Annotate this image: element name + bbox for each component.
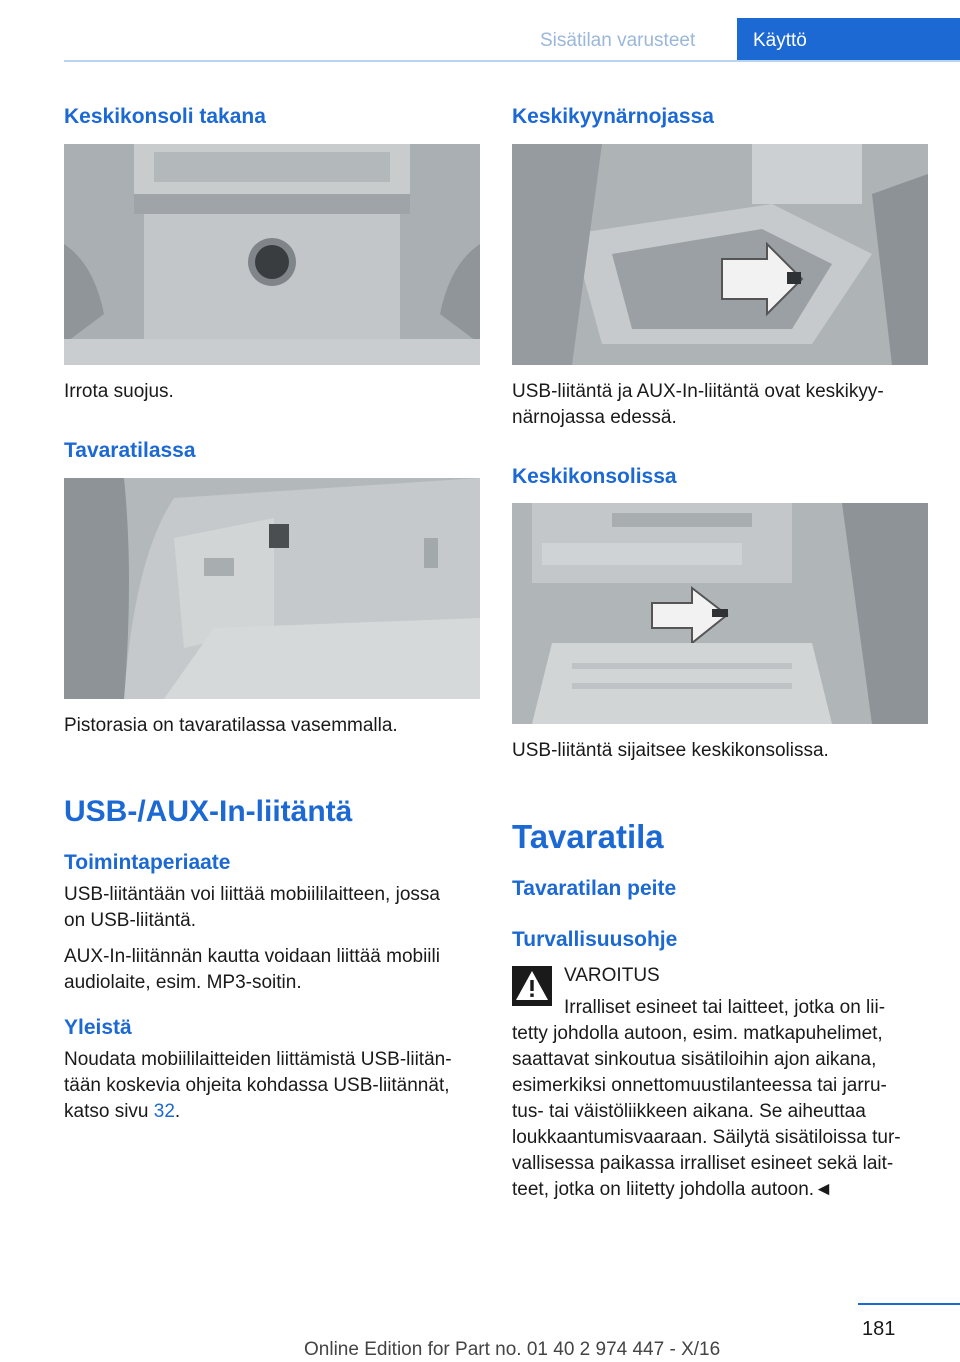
heading-principle: Toimintaperiaate: [64, 851, 231, 874]
warning-triangle-icon: [512, 966, 552, 1006]
heading-general: Yleistä: [64, 1016, 132, 1039]
heading-safety: Turvallisuusohje: [512, 928, 678, 951]
text-line: tään koskevia ohjeita kohdassa USB-liitännät,: [64, 1075, 450, 1096]
heading-cover: Tavaratilan peite: [512, 877, 677, 900]
warning-text: [512, 1021, 901, 1203]
page-link[interactable]: 32: [153, 1101, 175, 1122]
image-trunk: [64, 478, 480, 699]
text-line: tus- tai väistöliikkeen aikana. Se aiheuttaa: [512, 1101, 866, 1122]
warning-title: VAROITUS: [564, 965, 660, 986]
header-rule: [64, 60, 960, 62]
warning-line-1: Irralliset esineet tai laitteet, jotka on lii-: [564, 997, 886, 1018]
text-line: USB-liitäntä ja AUX-In-liitäntä ovat keskikyy-: [512, 381, 884, 402]
text-line: närnojassa edessä.: [512, 407, 677, 428]
heading-usb-aux: USB-/AUX-In-liitäntä: [64, 795, 353, 828]
heading-console: Keskikonsolissa: [512, 465, 677, 488]
heading-trunk: Tavaratilassa: [64, 439, 196, 462]
text-fragment: .: [174, 1101, 181, 1122]
text-line: on USB-liitäntä.: [64, 910, 197, 931]
caption-trunk: Pistorasia on tavaratilassa vasemmalla.: [64, 715, 398, 736]
text-fragment: katso sivu: [64, 1101, 154, 1122]
text-line: [64, 1099, 452, 1125]
heading-cargo: Tavaratila: [512, 818, 664, 855]
caption-rear-console: Irrota suojus.: [64, 381, 174, 402]
text-line: loukkaantumisvaaraan. Säilytä sisätiloissa tur-: [512, 1127, 901, 1148]
tab-kaytto[interactable]: Käyttö: [737, 18, 960, 62]
edition-footer: Online Edition for Part no. 01 40 2 974 447 - X/16: [304, 1339, 721, 1360]
text-line: USB-liitäntään voi liittää mobiililaitteen, jossa: [64, 884, 440, 905]
text-line: Noudata mobiililaitteiden liittämistä USB-liitän-: [64, 1049, 452, 1070]
caption-armrest: [512, 379, 884, 431]
text-line: vallisessa paikassa irralliset esineet sekä lait-: [512, 1153, 894, 1174]
text-line: teet, jotka on liitetty johdolla autoon.◄: [512, 1179, 833, 1200]
text-line: saattavat sinkoutua sisätiloihin ajon aikana,: [512, 1049, 877, 1070]
text-line: AUX-In-liitännän kautta voidaan liittää mobiili: [64, 946, 440, 967]
image-rear-console: [64, 144, 480, 365]
paragraph-principle-2: [64, 944, 440, 996]
paragraph-principle-1: [64, 882, 440, 934]
image-console: [512, 503, 928, 724]
page-number: 181: [862, 1318, 896, 1340]
section-title: Sisätilan varusteet: [540, 30, 696, 51]
text-line: audiolaite, esim. MP3-soitin.: [64, 972, 302, 993]
image-armrest: [512, 144, 928, 365]
caption-console: USB-liitäntä sijaitsee keskikonsolissa.: [512, 740, 829, 761]
page-number-rule: [858, 1303, 960, 1305]
paragraph-general: [64, 1047, 452, 1125]
heading-armrest: Keskikyynärnojassa: [512, 105, 714, 128]
text-line: tetty johdolla autoon, esim. matkapuhelimet,: [512, 1023, 883, 1044]
text-line: esimerkiksi onnettomuustilanteessa tai jarru-: [512, 1075, 887, 1096]
heading-rear-console: Keskikonsoli takana: [64, 105, 266, 128]
